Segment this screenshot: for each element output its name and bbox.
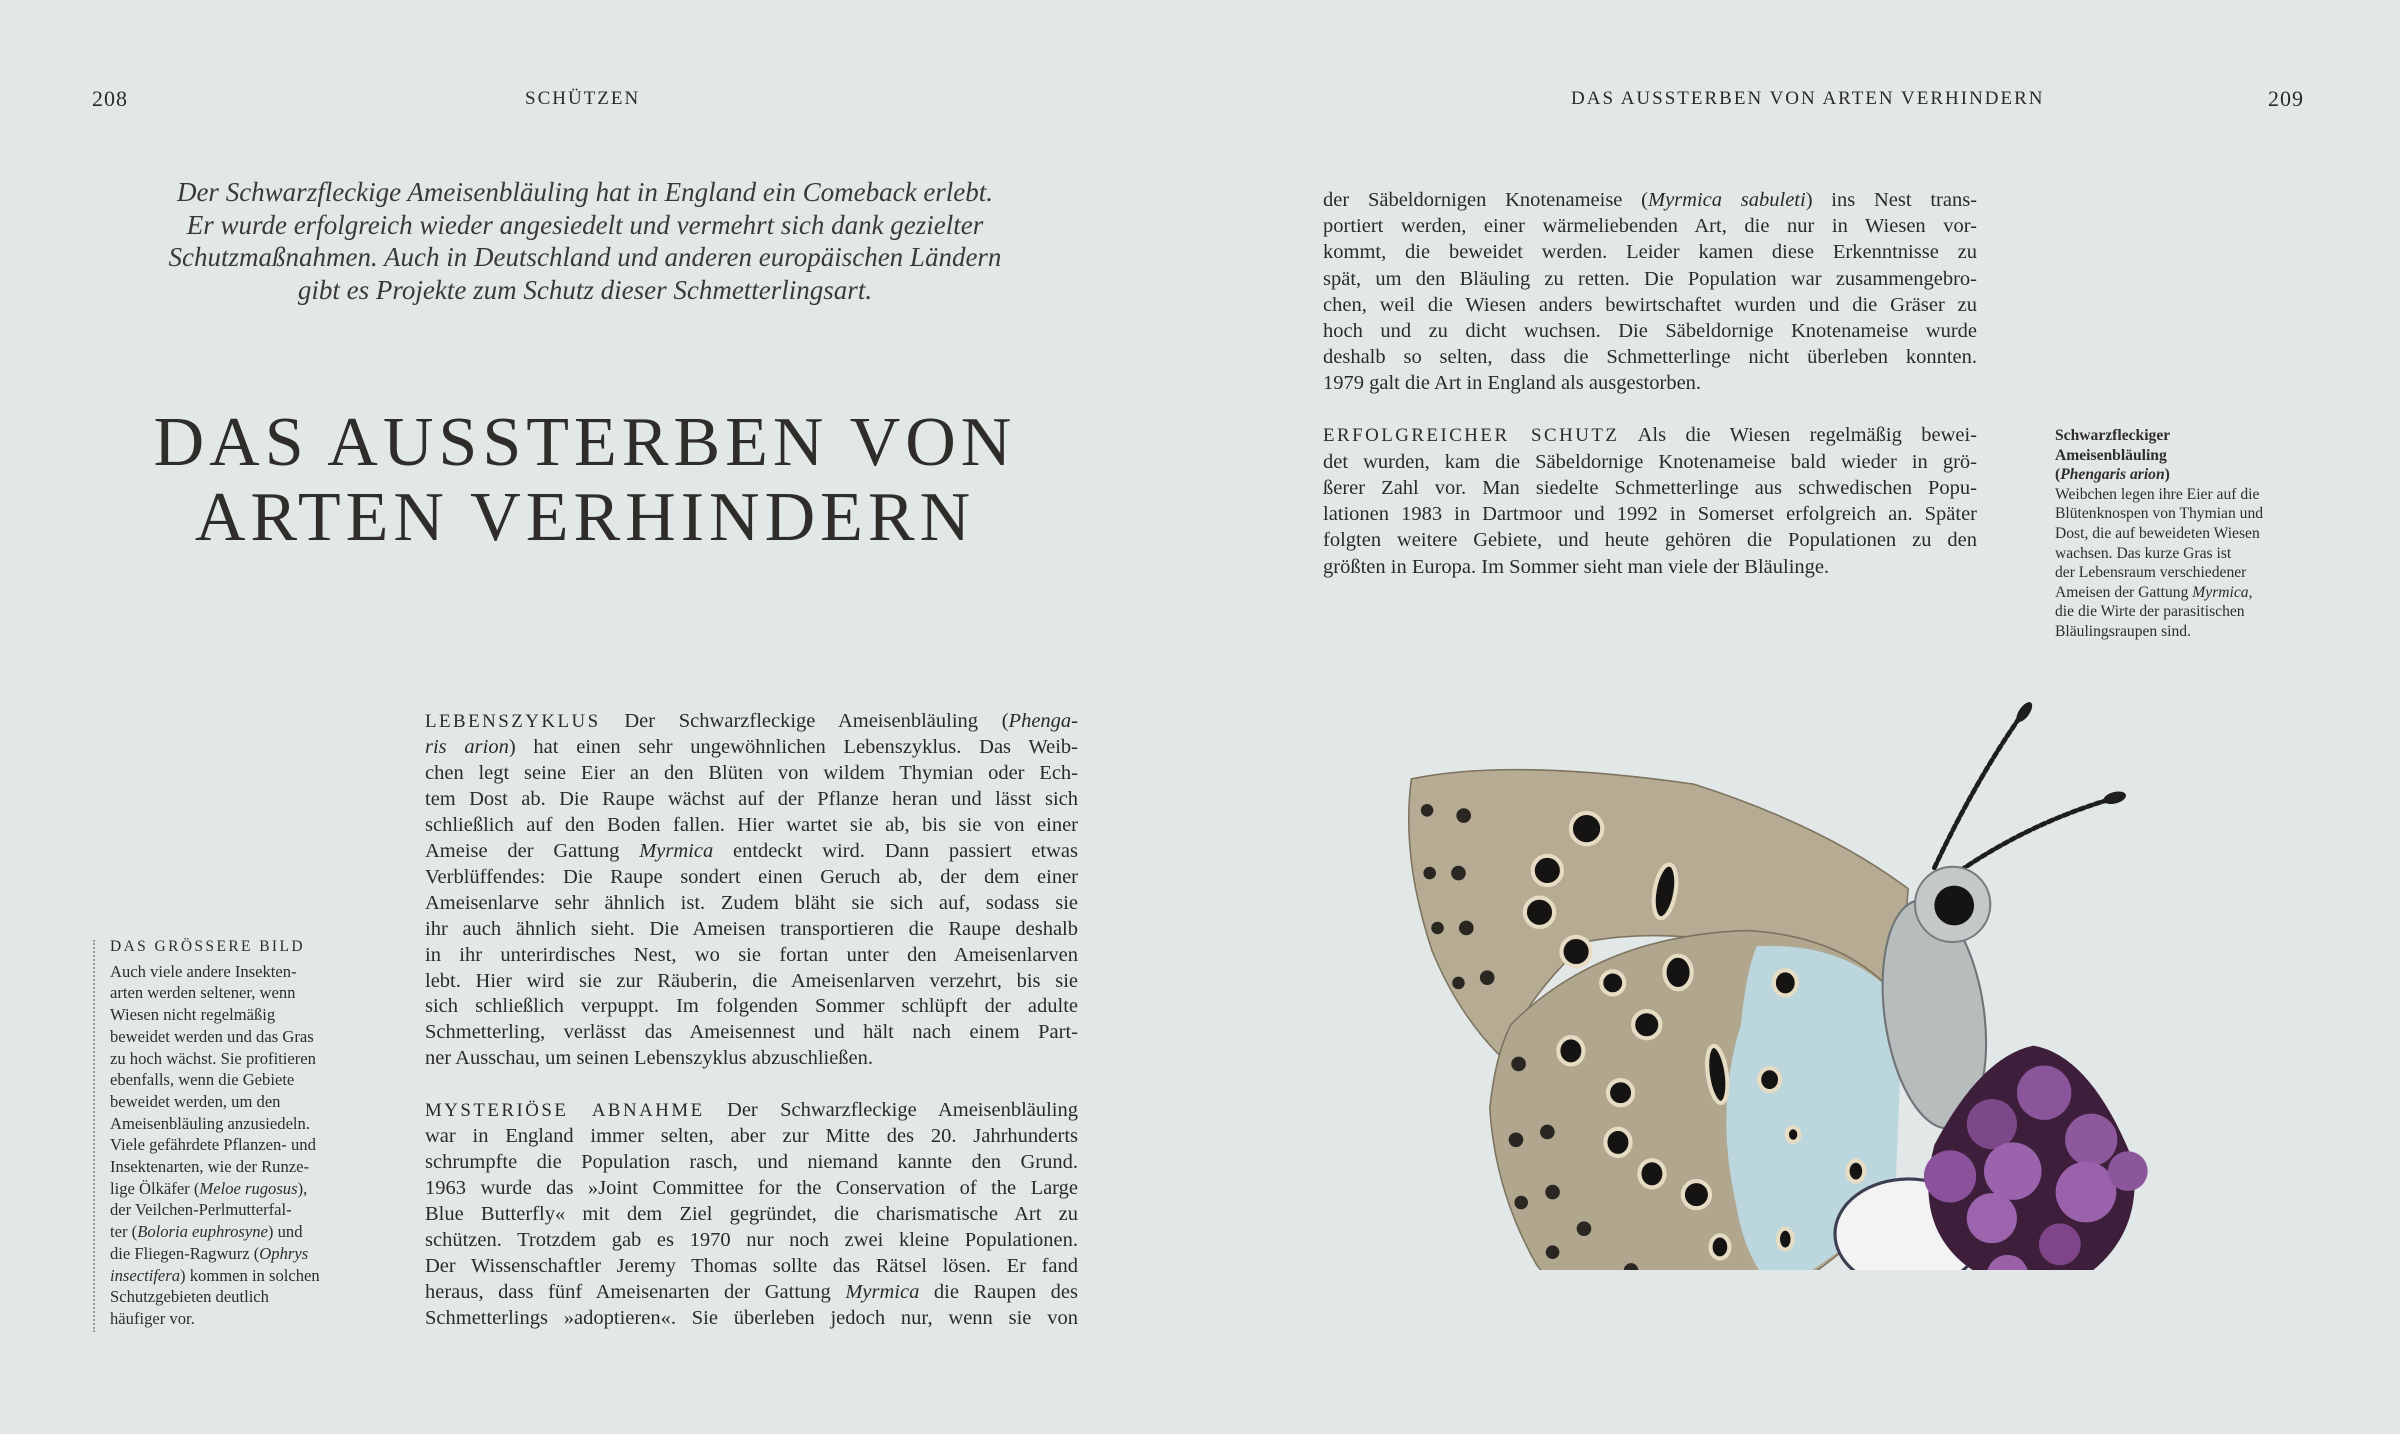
text-line [425, 1020, 1078, 1046]
page-number-left: 208 [92, 86, 128, 111]
text-run: Der Schwarzfleckige Ameisenbläuling [704, 1099, 1078, 1122]
text-run: hoch und zu dicht wuchsen. Die Säbeldornige Knotenameise wurde [1323, 320, 1977, 343]
eye [1934, 886, 1974, 926]
text-line [425, 1280, 1078, 1306]
text-run: schrumpfte die Population rasch, und niemand kannte den Grund. [425, 1151, 1078, 1174]
text-line [1323, 554, 1977, 580]
text-line [1323, 449, 1977, 475]
text-line [1323, 239, 1977, 265]
illustration-caption [2055, 426, 2315, 642]
italic-term: Boloria euphrosyne [137, 1222, 268, 1242]
paragraph-gap [425, 1072, 1078, 1098]
italic-term: Meloe rugosus [199, 1178, 298, 1198]
text-line [2055, 622, 2315, 642]
text-run: ) und [267, 1222, 303, 1242]
italic-term: ris arion [425, 735, 509, 758]
caption-text [2055, 426, 2315, 642]
paragraph-gap [1323, 397, 1977, 422]
butterfly-illustration [1380, 690, 2200, 1270]
text-run: beweidet werden und das Gras [110, 1026, 314, 1046]
page-title [80, 405, 1090, 555]
text-line [2055, 602, 2315, 622]
text-line [110, 1048, 370, 1070]
text-run: die Raupen des [919, 1281, 1078, 1304]
text-run: ), [297, 1178, 308, 1198]
text-line [110, 1113, 370, 1135]
text-run: die Fliegen-Ragwurz ( [110, 1243, 260, 1263]
text-line [1323, 475, 1977, 501]
text-line [1323, 266, 1977, 292]
text-run: 1963 wurde das »Joint Committee for the Conservation of the Large [425, 1177, 1078, 1200]
italic-term: insectifera [110, 1265, 181, 1285]
text-run: folgten weitere Gebiete, und heute gehören die Populationen zu den [1323, 529, 1977, 552]
intro-line: Schutzmaßnahmen. Auch in Deutschland und anderen europäischen Ländern [168, 242, 1002, 272]
text-line [1323, 370, 1977, 396]
text-run: war in England immer selten, aber zur Mitte des 20. Jahrhunderts [425, 1125, 1078, 1148]
intro-line: Er wurde erfolgreich wieder angesiedelt und vermehrt sich dank gezielter [186, 209, 984, 240]
run-in-heading: ERFOLGREICHER SCHUTZ [1323, 424, 1620, 446]
sidebar-text [110, 961, 370, 1330]
text-run: Schutzgebieten deutlich [110, 1287, 269, 1307]
text-run: schützen. Trotzdem gab es 1970 nur noch zwei kleine Populationen. [425, 1229, 1078, 1252]
text-line [110, 1091, 370, 1113]
text-line [425, 1046, 1078, 1072]
italic-term: Myrmica [2192, 583, 2249, 601]
text-line [1323, 501, 1977, 527]
text-line [2055, 504, 2315, 524]
text-line [1323, 422, 1977, 449]
text-run: 1979 galt die Art in England als ausgestorben. [1323, 372, 1702, 395]
title-line: DAS AUSSTERBEN VON [153, 404, 1017, 481]
text-run: Ameise der Gattung [425, 839, 640, 862]
text-run: schließlich auf den Boden fallen. Hier wartet sie ab, bis sie von einer [425, 813, 1078, 836]
text-line [110, 1265, 370, 1287]
text-run: Schmetterling, verlässt das Ameisennest und hält nach einem Part- [425, 1021, 1078, 1044]
page-number-right: 209 [2268, 86, 2304, 111]
text-run: ) ins Nest trans- [1805, 189, 1977, 211]
running-head-right: DAS AUSSTERBEN VON ARTEN VERHINDERN [1571, 88, 2045, 109]
text-run: in ihr unterirdisches Nest, wo sie fortan unter den Ameisenlarven [425, 943, 1078, 966]
text-run: , [2248, 583, 2253, 601]
text-line [1323, 527, 1977, 553]
text-line [110, 982, 370, 1004]
text-run: arten werden seltener, wenn [110, 983, 296, 1003]
text-run: Ameisen der Gattung [2055, 583, 2193, 601]
text-line [1323, 292, 1977, 318]
caption-title: Schwarzfleckiger [2055, 427, 2171, 444]
text-run: Schmetterlings »adoptieren«. Sie überleben jedoch nur, wenn sie von [425, 1306, 1078, 1329]
sidebar-title: DAS GRÖSSERE BILD [110, 938, 305, 955]
text-line [110, 961, 370, 983]
paragraph-success [1323, 422, 1977, 580]
italic-term: Ophrys [259, 1243, 309, 1263]
text-run: Verblüffendes: Die Raupe sondert einen Geruch ab, der dem einer [425, 865, 1078, 888]
text-line [425, 865, 1078, 891]
text-line [2055, 485, 2315, 505]
italic-term: Myrmica [639, 839, 714, 862]
text-run: kommt, die beweidet werden. Leider kamen diese Erkenntnisse zu [1323, 241, 1977, 264]
text-line [2055, 583, 2315, 603]
text-run: Der Schwarzfleckige Ameisenbläuling ( [600, 710, 1009, 732]
sidebar-divider [93, 940, 95, 1332]
text-run: größten in Europa. Im Sommer sieht man viele der Bläulinge. [1323, 555, 1830, 578]
text-run: ßerer Zahl vor. Man siedelte Schmetterlinge aus schwedischen Popu- [1323, 477, 1977, 500]
italic-term: Myrmica [845, 1281, 920, 1304]
text-run: ter ( [110, 1222, 138, 1242]
text-line [110, 1243, 370, 1265]
text-run: lige Ölkäfer ( [110, 1178, 200, 1198]
text-run: Insektenarten, wie der Runze- [110, 1157, 310, 1177]
text-line [425, 787, 1078, 813]
text-line [2055, 544, 2315, 564]
text-run: Blue Butterfly« mit dem Ziel gegründet, die charismatische Art zu [425, 1203, 1078, 1226]
text-run: der Veilchen-Perlmutterfal- [110, 1200, 292, 1220]
antennae [1934, 711, 2117, 871]
running-head-left: SCHÜTZEN [525, 88, 641, 109]
text-line [110, 1199, 370, 1221]
paragraph-lifecycle [425, 709, 1078, 1072]
text-run: lationen 1983 in Dartmoor und 1992 in Somerset erfolgreich an. Später [1323, 503, 1977, 526]
text-run: Bläulingsraupen sind. [2055, 622, 2191, 640]
text-run: ebenfalls, wenn die Gebiete [110, 1070, 295, 1090]
text-line [110, 1134, 370, 1156]
text-line [2055, 524, 2315, 544]
text-line [425, 1254, 1078, 1280]
body-column-left [425, 709, 1078, 1332]
text-line [110, 1156, 370, 1178]
text-line [425, 1124, 1078, 1150]
caption-species: Phengaris arion [2060, 466, 2165, 484]
text-line [2055, 426, 2315, 446]
text-run: Dost, die auf beweideten Wiesen [2055, 524, 2260, 542]
text-line [2055, 465, 2315, 485]
text-run: beweidet werden, um den [110, 1091, 281, 1111]
sidebar-box [110, 936, 370, 1330]
text-run: Blütenknospen von Thymian und [2055, 505, 2264, 523]
text-line [110, 1004, 370, 1026]
run-in-heading: LEBENSZYKLUS [425, 711, 601, 732]
text-run: Weibchen legen ihre Eier auf die [2055, 485, 2260, 503]
text-line [425, 1202, 1078, 1228]
paragraph-continuation [1323, 187, 1977, 397]
text-line [425, 709, 1078, 735]
text-run: Ameisenbläuling anzusiedeln. [110, 1113, 310, 1133]
title-line: ARTEN VERHINDERN [194, 479, 976, 556]
intro-teaser [100, 176, 1070, 306]
text-line [1323, 187, 1977, 213]
text-line [110, 1026, 370, 1048]
text-line [110, 1308, 370, 1330]
text-line [110, 1069, 370, 1091]
text-line [425, 735, 1078, 761]
text-line [425, 1098, 1078, 1124]
paragraph-decline [425, 1098, 1078, 1332]
text-line [425, 813, 1078, 839]
text-line [2055, 563, 2315, 583]
text-line [2055, 446, 2315, 466]
caption-title: ( [2055, 466, 2061, 484]
text-line [1323, 213, 1977, 239]
text-run: die die Wirte der parasitischen [2055, 603, 2245, 621]
italic-term: Myrmica sabuleti [1648, 189, 1806, 211]
text-line [425, 994, 1078, 1020]
intro-line: gibt es Projekte zum Schutz dieser Schmetterlingsart. [297, 274, 873, 305]
text-run: chen legt seine Eier an den Blüten von wildem Thymian oder Ech- [425, 761, 1078, 784]
text-run: det wurden, kam die Säbeldornige Knotenameise bald wieder in grö- [1323, 450, 1977, 473]
text-run: zu hoch wächst. Sie profitieren [110, 1048, 316, 1068]
text-line [425, 969, 1078, 995]
intro-line: Der Schwarzfleckige Ameisenbläuling hat in England ein Comeback erlebt. [176, 177, 994, 207]
text-line [1323, 344, 1977, 370]
text-run: ) kommen in solchen [180, 1265, 320, 1285]
text-run: ) hat einen sehr ungewöhnlichen Lebenszyklus. Das Weib- [508, 735, 1078, 758]
text-line [1323, 318, 1977, 344]
text-run: lebt. Hier wird sie zur Räuberin, die Ameisenlarven verzehrt, bis sie [425, 969, 1078, 992]
text-run: Auch viele andere Insekten- [110, 961, 297, 981]
text-line [425, 943, 1078, 969]
text-run: Als die Wiesen regelmäßig bewei- [1619, 423, 1977, 446]
text-line [110, 1178, 370, 1200]
text-line [110, 1221, 370, 1243]
text-line [425, 839, 1078, 865]
text-run: chen, weil die Wiesen anders bewirtschaftet wurden und die Gräser zu [1323, 293, 1977, 316]
text-run: portiert werden, einer wärmeliebenden Art, die nur in Wiesen vor- [1323, 215, 1977, 238]
text-run: heraus, dass fünf Ameisenarten der Gattung [425, 1281, 846, 1304]
run-in-heading: MYSTERIÖSE ABNAHME [425, 1100, 705, 1122]
body-column-right [1323, 187, 1977, 580]
text-run: ner Ausschau, um seinen Lebenszyklus abzuschließen. [425, 1047, 874, 1070]
italic-term: Phenga- [1008, 710, 1078, 732]
text-run: Viele gefährdete Pflanzen- und [110, 1135, 316, 1155]
text-line [425, 1228, 1078, 1254]
text-run: Ameisenlarve sehr ähnlich ist. Zudem bläht sie sich auf, sodass sie [425, 891, 1078, 914]
text-run: spät, um den Bläuling zu retten. Die Population war zusammengebro- [1323, 267, 1977, 290]
text-line [425, 761, 1078, 787]
text-run: ihr auch ähnlich sieht. Die Ameisen transportieren die Raupe deshalb [425, 917, 1078, 940]
text-run: häufiger vor. [110, 1308, 195, 1328]
text-line [110, 1286, 370, 1308]
caption-title: ) [2164, 466, 2170, 484]
caption-title: Ameisenbläuling [2055, 446, 2167, 464]
text-line [425, 917, 1078, 943]
text-line [425, 891, 1078, 917]
text-line [425, 1150, 1078, 1176]
text-run: Wiesen nicht regelmäßig [110, 1005, 276, 1025]
text-run: der Säbeldornigen Knotenameise ( [1323, 189, 1648, 211]
text-line [425, 1306, 1078, 1332]
text-line [425, 1176, 1078, 1202]
text-run: Der Wissenschaftler Jeremy Thomas sollte das Rätsel lösen. Er fand [425, 1255, 1078, 1278]
text-run: tem Dost ab. Die Raupe wächst auf der Pflanze heran und lässt sich [425, 787, 1078, 810]
text-run: deshalb so selten, dass die Schmetterlinge nicht überleben konnten. [1323, 346, 1977, 369]
text-run: wachsen. Das kurze Gras ist [2055, 544, 2232, 562]
text-run: entdeckt wird. Dann passiert etwas [713, 839, 1078, 862]
text-run: sich schließlich verpuppt. Im folgenden Sommer schlüpft der adulte [425, 995, 1078, 1018]
text-run: der Lebensraum verschiedener [2055, 564, 2247, 582]
